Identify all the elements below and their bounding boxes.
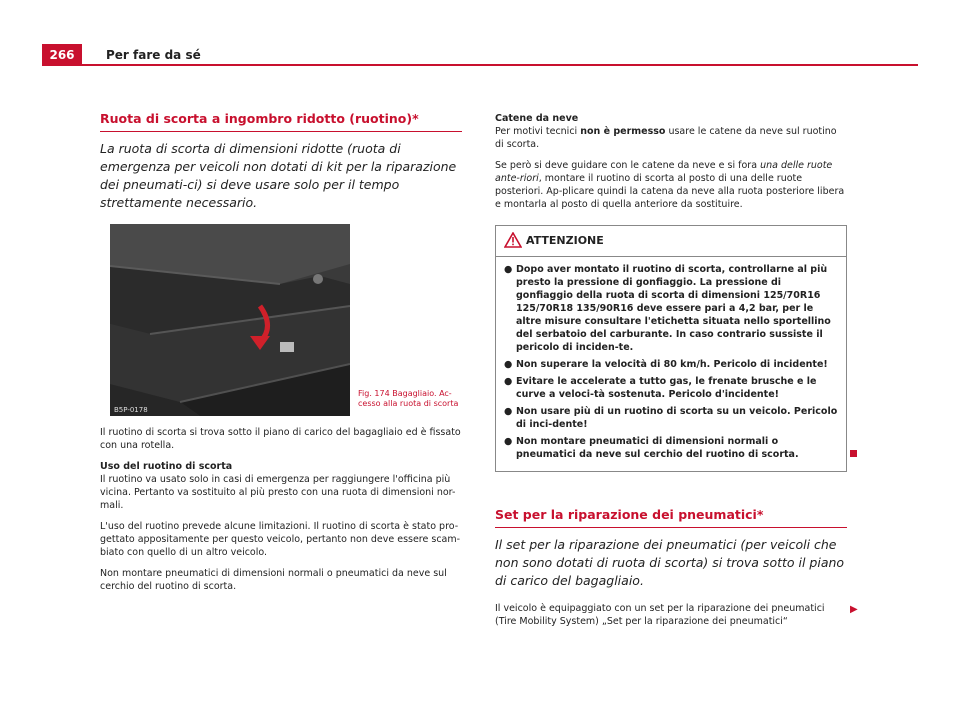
paragraph: Il ruotino va usato solo in casi di emergenza per raggiungere l'officina più vicina. Pertanto va sostituito al più presto con una ruota di dimensioni nor-mali.: [100, 474, 456, 511]
paragraph: L'uso del ruotino prevede alcune limitazioni. Il ruotino di scorta è stato pro-gettato appositamente per questo veicolo, pertanto non deve essere scam-biato con quello di un altro veicolo.: [100, 521, 461, 558]
warning-item: ● Evitare le accelerate a tutto gas, le frenate brusche e le curve a veloci-tà sostenuta. Pericolo d'incidente!: [504, 376, 817, 400]
continue-arrow-icon: ▶: [850, 604, 858, 615]
subheading-snow-chains: Catene da neve: [495, 113, 579, 124]
figure-code: B5P-0178: [114, 406, 148, 414]
warning-item: ● Dopo aver montato il ruotino di scorta, controllarne al più presto la pressione di gonfiaggio. La pressione di gonfiaggio della ruota di scorta di dimensioni 125/70R16 125/70R18 135/90R16 deve essere pari a 4,2 bar, per le altre misure consultare l'etichetta situata nello sportellino del serbatoio del carburante. In caso contrario sussiste il pericolo di inciden-te.: [504, 264, 831, 353]
paragraph: Il ruotino di scorta si trova sotto il piano di carico del bagagliaio ed è fissato con una rotella.: [100, 427, 461, 451]
warning-item: ● Non montare pneumatici di dimensioni normali o pneumatici da neve sul cerchio del ruotino di scorta.: [504, 436, 799, 460]
trunk-photo: [110, 224, 350, 416]
warning-body: [496, 257, 846, 471]
paragraph: Non montare pneumatici di dimensioni normali o pneumatici da neve sul cerchio del ruotino di scorta.: [100, 568, 447, 592]
warning-item: ● Non superare la velocità di 80 km/h. Pericolo di incidente!: [504, 359, 828, 370]
paragraph: Per motivi tecnici non è permesso usare le catene da neve sul ruotino di scorta.: [495, 126, 837, 150]
paragraph: Il veicolo è equipaggiato con un set per la riparazione dei pneumatici (Tire Mobility System) „Set per la riparazione dei pneumatici“: [495, 603, 825, 627]
page-number: 266: [42, 44, 82, 66]
section-lead-spare-wheel: La ruota di scorta di dimensioni ridotte (ruota di emergenza per veicoli non dotati di kit per la riparazione dei pneumati-ci) si deve usare solo per il tempo strettamente necessario.: [100, 141, 457, 210]
section-title-repair-kit: Set per la riparazione dei pneumatici*: [495, 508, 847, 528]
figure-caption: Fig. 174 Bagagliaio. Ac- cesso alla ruota di scorta: [358, 389, 459, 408]
warning-header: [496, 226, 846, 257]
subheading-usage: Uso del ruotino di scorta: [100, 461, 233, 472]
left-column: [100, 112, 462, 601]
trunk-illustration: [110, 224, 350, 416]
section-lead-repair-kit: Il set per la riparazione dei pneumatici (per veicoli che non sono dotati di ruota di scorta) si trova sotto il piano di carico del bagagliaio.: [495, 537, 845, 588]
warning-title: ATTENZIONE: [526, 234, 604, 247]
warning-item: ● Non usare più di un ruotino di scorta su un veicolo. Pericolo di inci-dente!: [504, 406, 838, 430]
running-title: Per fare da sé: [106, 48, 201, 62]
header-rule: [82, 64, 918, 66]
warning-triangle-icon: [504, 232, 522, 248]
section-end-icon: [850, 450, 857, 457]
right-column: [495, 112, 847, 636]
warning-box: [495, 225, 847, 472]
page-header: [42, 44, 918, 66]
figure-174: [100, 224, 462, 416]
paragraph: Se però si deve guidare con le catene da neve e si fora una delle ruote ante-riori, montare il ruotino di scorta al posto di una delle ruote posteriori. Ap-plicare quindi la catena da neve alla ruota posteriore libera e montarla al posto di quella anteriore da sostituire.: [495, 160, 845, 210]
section-title-spare-wheel: Ruota di scorta a ingombro ridotto (ruotino)*: [100, 112, 462, 132]
